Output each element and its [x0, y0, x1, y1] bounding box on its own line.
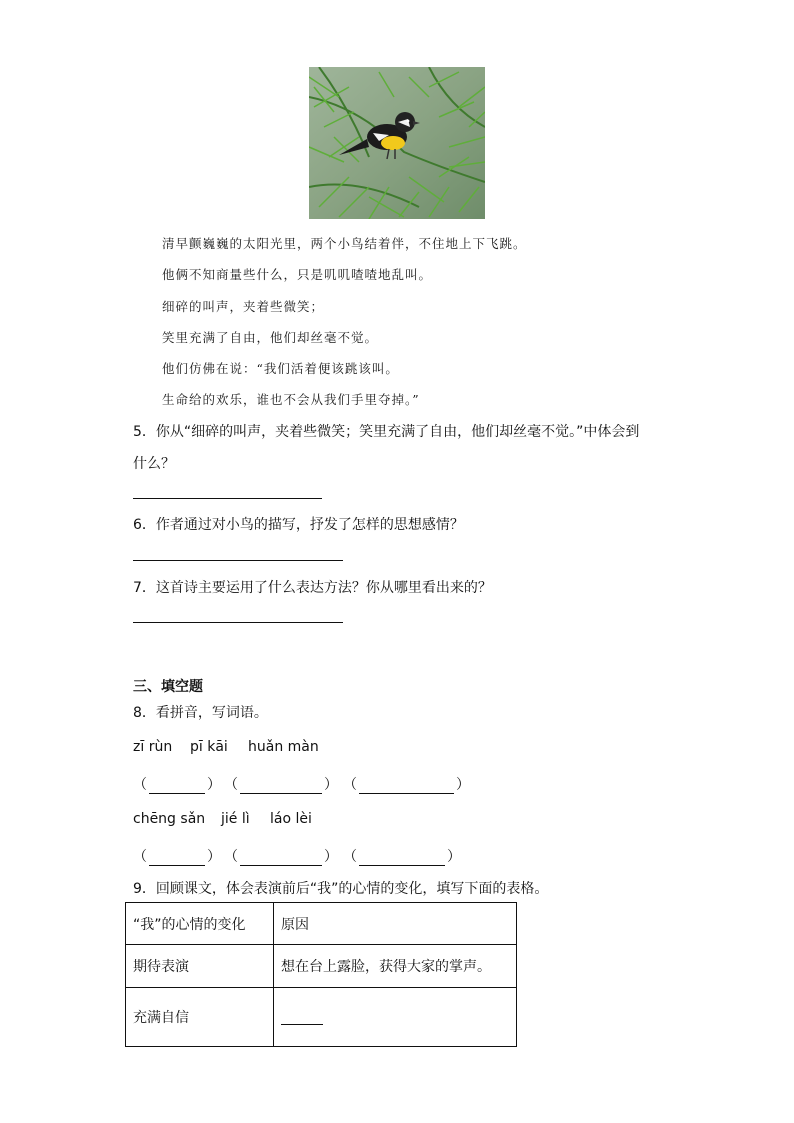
question-8: 8．看拼音，写词语。: [133, 705, 268, 721]
section-heading: 三、填空题: [133, 679, 203, 695]
paren-open: （: [224, 777, 238, 793]
poem-line-5: 他们仿佛在说：“我们活着便该跳该叫。: [162, 361, 399, 376]
answer-line-7[interactable]: [133, 622, 343, 623]
paren-close: ）: [324, 849, 338, 865]
pinyin-3: huǎn màn: [248, 739, 319, 755]
paren-close: ）: [207, 777, 221, 793]
blank-3[interactable]: [343, 774, 470, 794]
blank-underline[interactable]: [359, 779, 454, 794]
blank-1[interactable]: [133, 774, 221, 794]
answer-line-6[interactable]: [133, 560, 343, 561]
paren-open: （: [343, 849, 357, 865]
bird-on-branch-image: [309, 67, 485, 219]
blank-underline[interactable]: [240, 779, 322, 794]
blank-underline[interactable]: [149, 779, 205, 794]
pinyin-6: láo lèi: [270, 811, 312, 827]
table-cell: 期待表演: [126, 945, 274, 988]
blank-underline[interactable]: [149, 851, 205, 866]
poem-line-3: 细碎的叫声，夹着些微笑；: [162, 299, 325, 314]
question-6: 6．作者通过对小鸟的描写，抒发了怎样的思想感情？: [133, 517, 464, 533]
paren-open: （: [133, 777, 147, 793]
table-header-cell: “我”的心情的变化: [126, 903, 274, 945]
answer-line-5[interactable]: [133, 498, 322, 499]
blank-4[interactable]: [133, 846, 221, 866]
pinyin-2: pī kāi: [190, 739, 228, 755]
pinyin-5: jié lì: [221, 811, 250, 827]
question-9: 9．回顾课文，体会表演前后“我”的心情的变化，填写下面的表格。: [133, 881, 549, 897]
blank-underline[interactable]: [240, 851, 322, 866]
paren-close: ）: [456, 777, 470, 793]
bird-photo: [309, 67, 485, 219]
paren-open: （: [343, 777, 357, 793]
paren-close: ）: [324, 777, 338, 793]
table-header-cell: 原因: [274, 903, 517, 945]
blank-6[interactable]: [343, 846, 461, 866]
table-row: [126, 945, 517, 988]
poem-line-2: 他俩不知商量些什么，只是叽叽喳喳地乱叫。: [162, 267, 433, 282]
paren-close: ）: [447, 849, 461, 865]
pinyin-1: zī rùn: [133, 739, 173, 755]
table-answer-cell[interactable]: [274, 988, 517, 1047]
poem-line-6: 生命给的欢乐，谁也不会从我们手里夺掉。”: [162, 392, 420, 407]
pinyin-4: chēng sǎn: [133, 811, 206, 827]
blank-5[interactable]: [224, 846, 338, 866]
table-row: [126, 988, 517, 1047]
table-header-row: [126, 903, 517, 945]
table-cell: 想在台上露脸，获得大家的掌声。: [274, 945, 517, 988]
paren-open: （: [224, 849, 238, 865]
mood-table: [125, 902, 517, 1047]
paren-close: ）: [207, 849, 221, 865]
poem-line-1: 清早颤巍巍的太阳光里，两个小鸟结着伴，不住地上下飞跳。: [162, 236, 527, 251]
answer-blank[interactable]: [281, 1010, 323, 1025]
paren-open: （: [133, 849, 147, 865]
question-5-line-1: 5．你从“细碎的叫声，夹着些微笑；笑里充满了自由，他们却丝毫不觉。”中体会到: [133, 424, 640, 440]
blank-2[interactable]: [224, 774, 338, 794]
blank-underline[interactable]: [359, 851, 445, 866]
question-5-line-2: 什么？: [133, 456, 175, 472]
table-cell: 充满自信: [126, 988, 274, 1047]
question-7: 7．这首诗主要运用了什么表达方法？你从哪里看出来的？: [133, 580, 492, 596]
poem-line-4: 笑里充满了自由，他们却丝毫不觉。: [162, 330, 379, 345]
